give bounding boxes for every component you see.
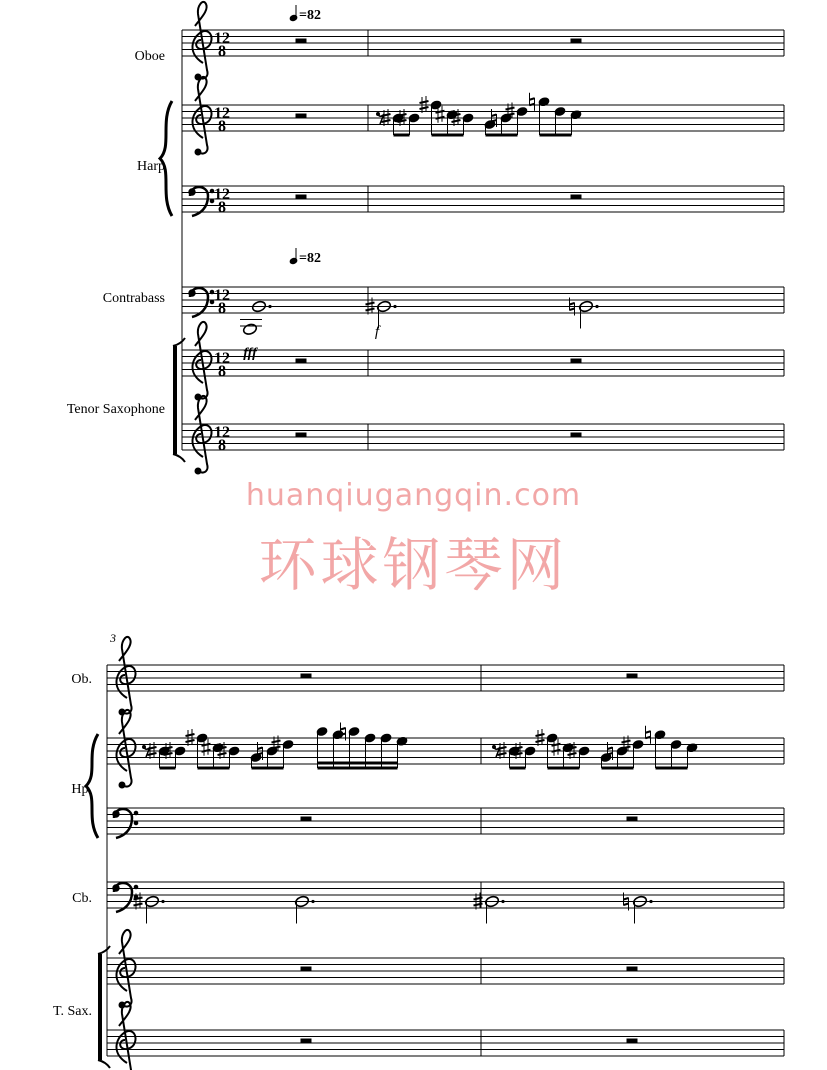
bracket-bottom bbox=[173, 454, 185, 462]
whole-rest bbox=[301, 817, 311, 821]
whole-rest bbox=[627, 1039, 637, 1043]
staff-oboe bbox=[182, 30, 784, 56]
whole-rest bbox=[571, 433, 581, 437]
watermark-url: huanqiugangqin.com bbox=[245, 478, 582, 513]
treble-clef-icon bbox=[192, 322, 211, 400]
time-signature-denominator: 8 bbox=[218, 363, 226, 380]
watermark-chinese: 环球钢琴网 bbox=[258, 531, 569, 599]
whole-rest bbox=[296, 359, 306, 363]
dynamic-f: f bbox=[374, 324, 380, 340]
staff-sax1 bbox=[182, 350, 784, 376]
staff-cb bbox=[107, 882, 784, 908]
treble-clef-icon bbox=[116, 637, 135, 715]
tempo-marking: =82 bbox=[299, 8, 321, 23]
note-head-whole bbox=[242, 323, 257, 336]
time-signature-numerator: 12 bbox=[214, 30, 230, 47]
time-signature-denominator: 8 bbox=[218, 43, 226, 60]
treble-clef-icon bbox=[116, 930, 135, 1008]
measure-number: 3 bbox=[110, 631, 116, 645]
dot bbox=[161, 900, 164, 903]
natural-icon bbox=[530, 93, 535, 111]
harp-figure bbox=[498, 726, 698, 768]
tempo-note-icon bbox=[289, 248, 297, 265]
staff-harpT bbox=[182, 105, 784, 131]
staff-sax1 bbox=[107, 958, 784, 984]
whole-rest bbox=[571, 39, 581, 43]
dot bbox=[311, 900, 314, 903]
treble-clef-icon bbox=[116, 1002, 135, 1070]
time-signature-denominator: 8 bbox=[218, 118, 226, 135]
instrument-label-harp: Harp bbox=[137, 159, 165, 174]
whole-rest bbox=[301, 1039, 311, 1043]
time-signature-numerator: 12 bbox=[214, 105, 230, 122]
whole-rest bbox=[571, 359, 581, 363]
dot bbox=[649, 900, 652, 903]
bracket-bottom bbox=[98, 1060, 110, 1068]
time-signature-denominator: 8 bbox=[218, 437, 226, 454]
staff-sax2 bbox=[182, 424, 784, 450]
time-signature-numerator: 12 bbox=[214, 350, 230, 367]
whole-rest bbox=[296, 195, 306, 199]
harp-figure bbox=[382, 93, 582, 135]
dot bbox=[393, 305, 396, 308]
tempo-marking: =82 bbox=[299, 251, 321, 266]
whole-rest bbox=[296, 114, 306, 118]
instrument-label-contrabass: Contrabass bbox=[102, 291, 165, 306]
time-signature-numerator: 12 bbox=[214, 186, 230, 203]
instrument-label-contrabass-short: Cb. bbox=[72, 891, 92, 906]
bracket-top bbox=[173, 338, 185, 346]
harp-figure bbox=[148, 723, 408, 769]
instrument-label-tenor-saxophone: Tenor Saxophone bbox=[66, 402, 165, 417]
time-signature-numerator: 12 bbox=[214, 424, 230, 441]
whole-rest bbox=[627, 817, 637, 821]
treble-clef-icon bbox=[116, 710, 135, 788]
dynamic-fff: fff bbox=[243, 346, 257, 361]
staff-sax2 bbox=[107, 1030, 784, 1056]
time-signature-denominator: 8 bbox=[218, 199, 226, 216]
staff-harpB bbox=[107, 808, 784, 834]
staff-cb bbox=[182, 287, 784, 313]
staff-oboe bbox=[107, 665, 784, 691]
brace-icon bbox=[160, 101, 172, 216]
whole-rest bbox=[296, 433, 306, 437]
bracket-top bbox=[98, 946, 110, 954]
instrument-label-tenor-saxophone-short: T. Sax. bbox=[52, 1004, 92, 1019]
whole-rest bbox=[571, 195, 581, 199]
dot bbox=[268, 305, 271, 308]
tempo-note-icon bbox=[289, 5, 297, 22]
whole-rest bbox=[301, 967, 311, 971]
treble-clef-icon bbox=[192, 77, 211, 155]
dot bbox=[501, 900, 504, 903]
treble-clef-icon bbox=[192, 396, 211, 474]
whole-rest bbox=[296, 39, 306, 43]
instrument-label-oboe: Oboe bbox=[134, 49, 165, 64]
natural-icon bbox=[646, 726, 651, 744]
instrument-label-oboe-short: Ob. bbox=[71, 672, 92, 687]
whole-rest bbox=[627, 967, 637, 971]
whole-rest bbox=[301, 674, 311, 678]
staff-harpB bbox=[182, 186, 784, 212]
time-signature-denominator: 8 bbox=[218, 300, 226, 317]
time-signature-numerator: 12 bbox=[214, 287, 230, 304]
treble-clef-icon bbox=[192, 2, 211, 80]
dot bbox=[595, 305, 598, 308]
instrument-label-harp-short: Hp. bbox=[71, 782, 92, 797]
whole-rest bbox=[627, 674, 637, 678]
brace-icon bbox=[86, 734, 98, 838]
